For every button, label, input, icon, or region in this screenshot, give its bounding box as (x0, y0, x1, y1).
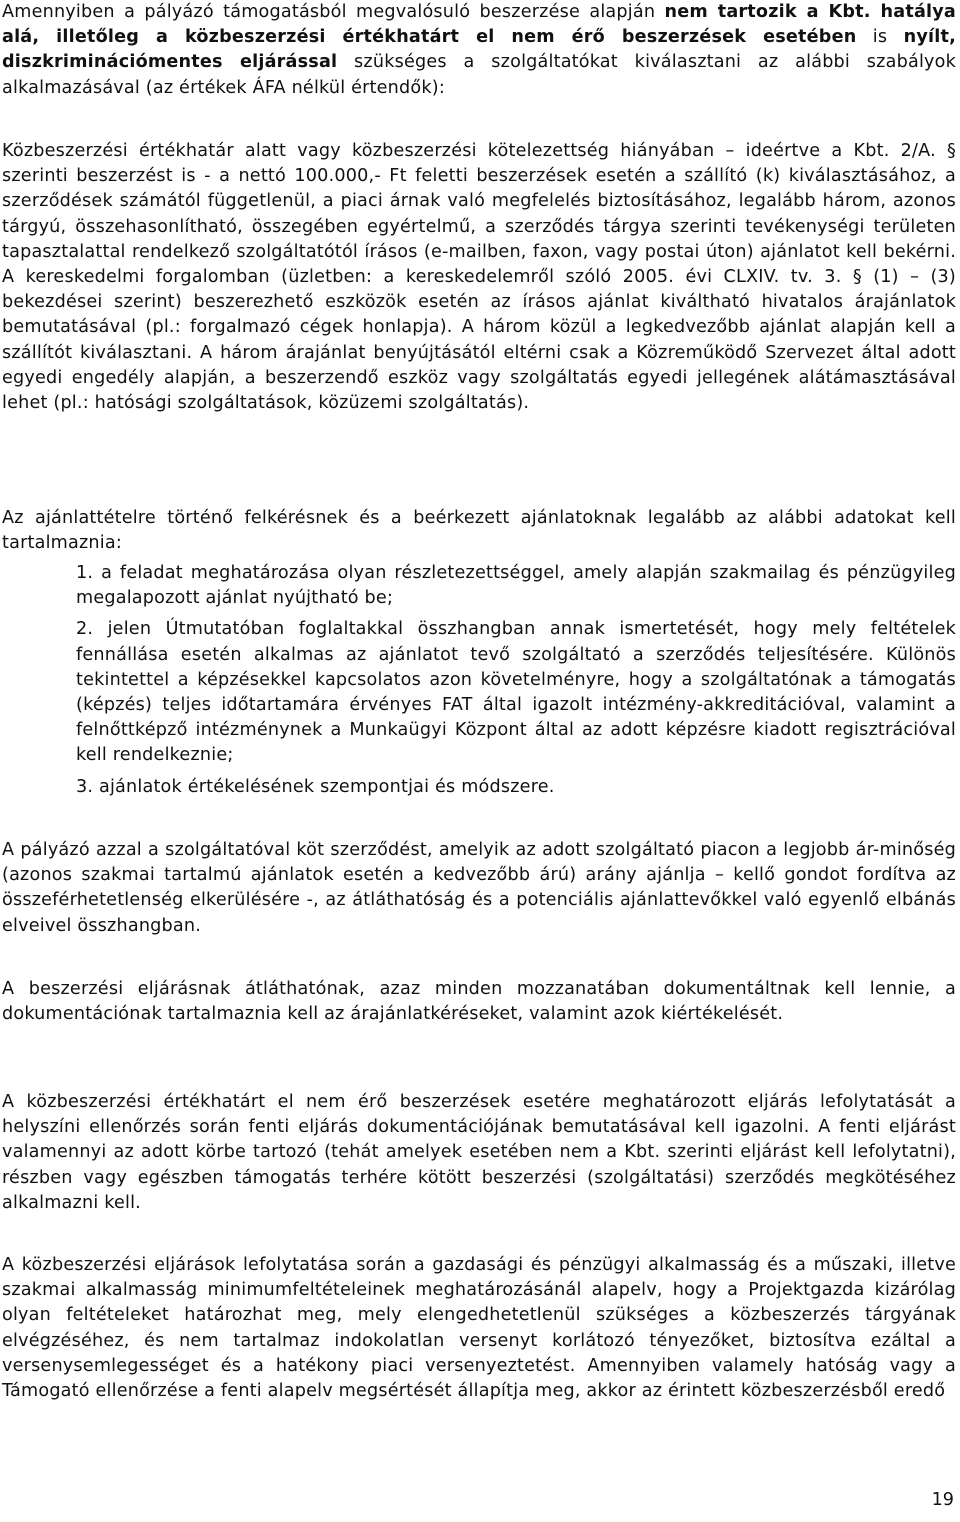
requirements-intro-paragraph: Az ajánlattételre történő felkérésnek és a beérkezett ajánlatoknak legalább az alábbi adatokat kell tartalmaznia: (2, 508, 956, 554)
contract-paragraph: A pályázó azzal a szolgáltatóval köt szerződést, amelyik az adott szolgáltató piacon a legjobb ár-minőség (azonos szakmai tartalmú ajánlatok esetén a kedvezőbb árú) arány ajánlja – kellő gondot fordítva az összeférhetetlenség elkerülésére -, az átláthatóság és a potenciális ajánlattevőkkel való egyenlő elbánás elveivel összhangban. (2, 840, 956, 936)
requirements-list (76, 561, 956, 800)
intro-text-2: is (856, 27, 904, 48)
intro-text-3: szükséges a szolgáltatókat kiválasztani az alábbi szabályok alkalmazásával (az értékek ÁFA nélkül értendők): (2, 52, 956, 98)
intro-bold-2: nyílt, diszkriminációmentes eljárással (2, 27, 956, 73)
page-number: 19 (931, 1490, 954, 1510)
onsite-check-paragraph: A közbeszerzési értékhatárt el nem érő beszerzések esetére meghatározott eljárás lefolytatását a helyszíni ellenőrzés során fenti eljárás dokumentációjának bemutatásával kell igazolni. A fenti eljárást valamennyi az adott körbe tartozó (tehát amelyek esetében nem a Kbt. szerinti eljárást kell lefolytatni), részben vagy egészben támogatás terhére kötött beszerzési (szolgáltatási) szerződés megkötéséhez alkalmazni kell. (2, 1092, 956, 1213)
threshold-paragraph: Közbeszerzési értékhatár alatt vagy közbeszerzési kötelezettség hiányában – ideértve a Kbt. 2/A. § szerinti beszerzést is - a nettó 100.000,- Ft feletti beszerzések esetén a szállító (k) kiválasztásához, a szerződések számától függetlenül, a piaci árnak való megfelelés biztosításához, legalább három, azonos tárgyú, összehasonlítható, összegében egyértelmű, a szerződés tárgya szerinti tevékenységi területen tapasztalattal rendelkező szolgáltatótól írásos (e-mailben, faxon, vagy postai úton) ajánlatot kell bekérni. A kereskedelmi forgalomban (üzletben: a kereskedelemről szóló 2005. évi CLXIV. tv. 3. § (1) – (3) bekezdései szerint) beszerezhető eszközök esetén az írásos ajánlat kiváltható hivatalos árajánlatok bemutatásával (pl.: forgalmazó cégek honlapja). A három közül a legkedvezőbb ajánlat alapján kell a szállítót kiválasztani. A három árajánlat benyújtásától eltérni csak a Közreműködő Szervezet által adott egyedi engedély alapján, a beszerzendő eszköz vagy szolgáltatás egyedi jellegének alátámasztásával lehet (pl.: hatósági szolgáltatások, közüzemi szolgáltatás). (2, 141, 956, 414)
list-item: 3. ajánlatok értékelésének szempontjai és módszere. (76, 776, 555, 797)
intro-paragraph (2, 0, 956, 101)
list-item: 2. jelen Útmutatóban foglaltakkal összhangban annak ismertetését, hogy mely feltételek fennállása esetén alkalmas az ajánlatot tevő szolgáltató a szerződés teljesítésére. Különös tekintettel a képzésekkel kapcsolatos azon követelményre, hogy a szolgáltatónak a támogatás (képzés) teljes időtartamára érvényes FAT által igazolt intézmény-akkreditációval, valamint a felnőttképző intézménynek a Munkaügyi Központ által az adott képzésre kiadott regisztrációval kell rendelkeznie; (76, 619, 956, 766)
procedure-paragraph: A közbeszerzési eljárások lefolytatása során a gazdasági és pénzügyi alkalmasság és a műszaki, illetve szakmai alkalmasság minimumfeltételeinek meghatározásánál alapelv, hogy a Projektgazda kizárólag olyan feltételeket határozhat meg, mely elengedhetetlenül szükséges a közbeszerzés tárgyának elvégzéséhez, és nem tartalmaz indokolatlan versenyt korlátozó tényezőket, biztosítva ezáltal a versenysemlegességet és a hatékony piaci versenyeztetést. Amennyiben valamely hatóság vagy a Támogató ellenőrzése a fenti alapelv megsértését állapítja meg, akkor az érintett közbeszerzésből eredő (2, 1255, 956, 1402)
list-item: 1. a feladat meghatározása olyan részletezettséggel, amely alapján szakmailag és pénzügyileg megalapozott ajánlat nyújtható be; (76, 563, 956, 609)
intro-bold-1: nem tartozik a Kbt. hatálya alá, illetőleg a közbeszerzési értékhatárt el nem érő beszerzések esetében (2, 2, 956, 48)
transparency-paragraph: A beszerzési eljárásnak átláthatónak, azaz minden mozzanatában dokumentáltnak kell lennie, a dokumentációnak tartalmaznia kell az árajánlatkéréseket, valamint azok kiértékelését. (2, 979, 956, 1025)
intro-text-1: Amennyiben a pályázó támogatásból megvalósuló beszerzése alapján (2, 2, 665, 22)
